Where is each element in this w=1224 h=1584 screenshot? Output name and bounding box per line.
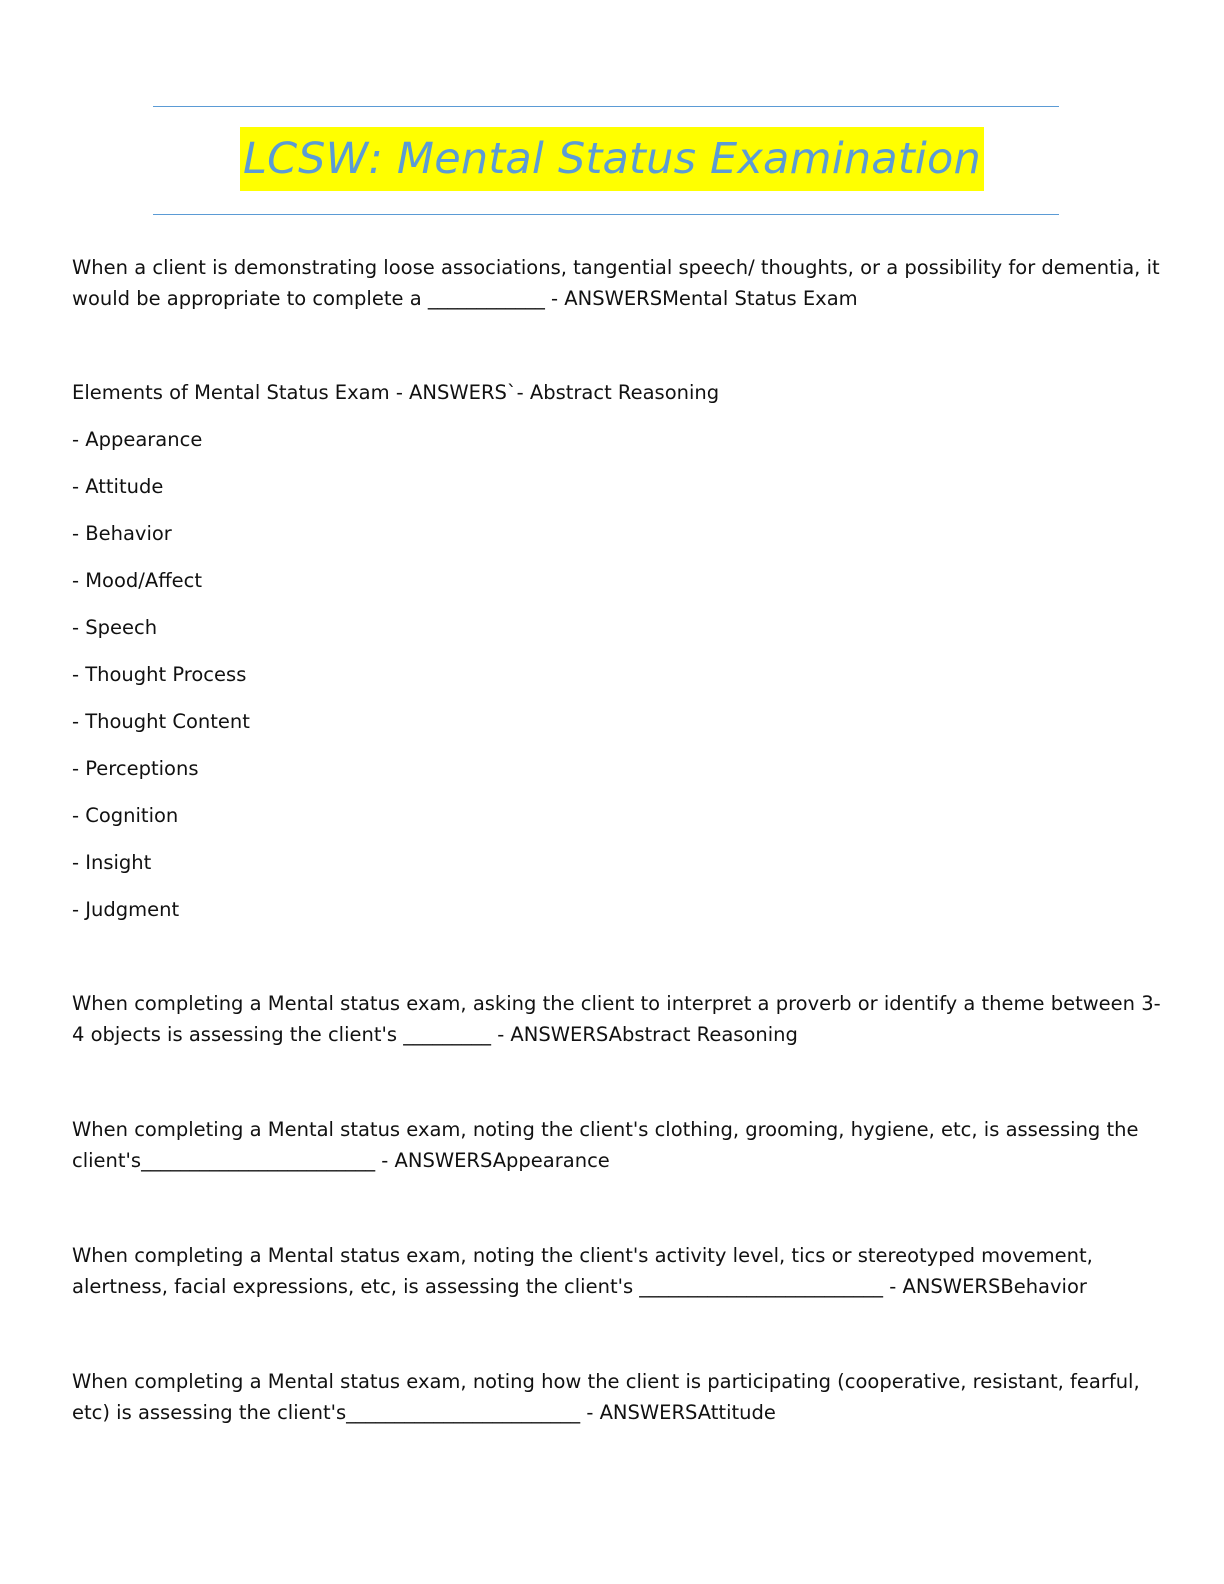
list-item: - Speech	[72, 616, 158, 639]
elements-heading: Elements of Mental Status Exam - ANSWERS`- Abstract Reasoning	[72, 381, 720, 404]
list-item: - Appearance	[72, 428, 203, 451]
document-body	[72, 252, 1162, 1492]
list-item: - Judgment	[72, 898, 180, 921]
title-top-rule	[153, 106, 1059, 107]
list-item: - Cognition	[72, 804, 179, 827]
list-item: - Thought Content	[72, 710, 250, 733]
question-answer-intro: When a client is demonstrating loose associations, tangential speech/ thoughts, or a possibility for dementia, it would be appropriate to complete a ____________ - ANSWERSMental Status Exam	[72, 256, 1160, 310]
page-title: LCSW: Mental Status Examination	[240, 127, 984, 191]
question-answer-appearance: When completing a Mental status exam, noting the client's clothing, grooming, hygiene, etc, is assessing the client's________________________ - ANSWERSAppearance	[72, 1118, 1139, 1172]
list-item: - Perceptions	[72, 757, 199, 780]
list-item: - Mood/Affect	[72, 569, 203, 592]
list-item: - Insight	[72, 851, 152, 874]
title-container	[0, 127, 1224, 191]
question-answer-attitude: When completing a Mental status exam, noting how the client is participating (cooperative, resistant, fearful, etc) is assessing the client's________________________ - ANSWERSAttitude	[72, 1370, 1140, 1424]
list-item: - Behavior	[72, 522, 172, 545]
title-bottom-rule	[153, 214, 1059, 215]
elements-list	[72, 424, 1162, 925]
list-item: - Thought Process	[72, 663, 247, 686]
question-answer-abstract-reasoning: When completing a Mental status exam, asking the client to interpret a proverb or identify a theme between 3-4 objects is assessing the client's _________ - ANSWERSAbstract Reasoning	[72, 992, 1161, 1046]
question-answer-behavior: When completing a Mental status exam, noting the client's activity level, tics or stereotyped movement, alertness, facial expressions, etc, is assessing the client's _________________________ - ANSWERSBehavior	[72, 1244, 1093, 1298]
list-item: - Attitude	[72, 475, 164, 498]
